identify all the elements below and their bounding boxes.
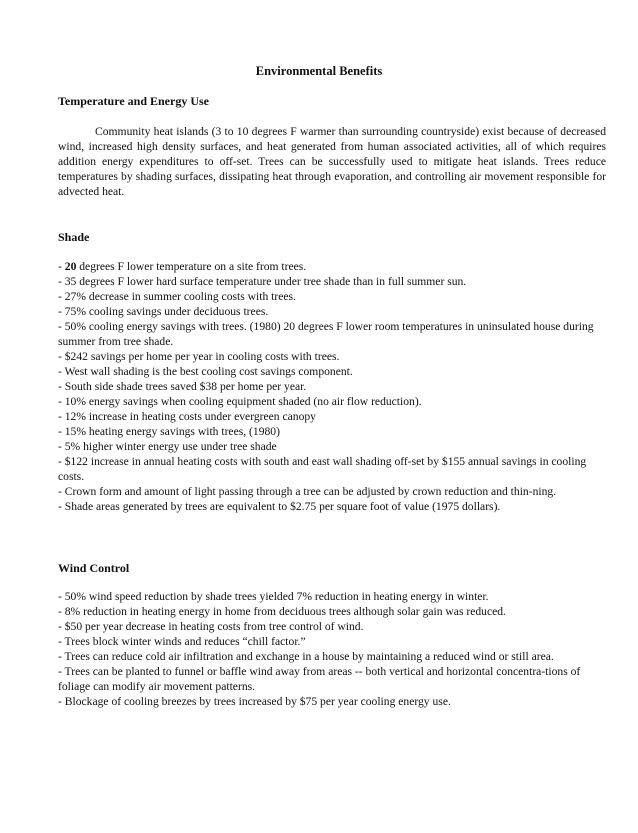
list-item: - West wall shading is the best cooling cost savings component. — [58, 365, 353, 378]
list-item: - 5% higher winter energy use under tree shade — [58, 440, 277, 453]
list-item: - 8% reduction in heating energy in home from deciduous trees although solar gain was reduced. — [58, 605, 506, 618]
list-item: - 50% wind speed reduction by shade trees yielded 7% reduction in heating energy in winter. — [58, 590, 489, 603]
section-heading-temperature: Temperature and Energy Use — [58, 94, 209, 108]
page-title: Environmental Benefits — [255, 64, 383, 78]
list-item: - South side shade trees saved $38 per home per year. — [58, 380, 307, 393]
list-item: - 15% heating energy savings with trees, (1980) — [58, 425, 280, 438]
list-item: - Blockage of cooling breezes by trees increased by $75 per year cooling energy use. — [58, 695, 451, 708]
shade-list — [58, 259, 606, 514]
list-item: - Trees can reduce cold air infiltration and exchange in a house by maintaining a reduced wind or still area. — [58, 650, 554, 663]
list-item: - Trees can be planted to funnel or baffle wind away from areas -- both vertical and horizontal concentra-tions of foliage can modify air movement patterns. — [58, 665, 581, 693]
temperature-paragraph-text: Community heat islands (3 to 10 degrees F warmer than surrounding countryside) exist because of decreased wind, increased high density surfaces, and heat generated from human associated activities, all of which requires addition energy expenditures to off-set. Trees can be successfully used to mitigate heat islands. Trees reduce temperatures by shading surfaces, dissipating heat through evaporation, and controlling air movement responsible for advected heat. — [58, 125, 606, 198]
list-item: - 35 degrees F lower hard surface temperature under tree shade than in full summer sun. — [58, 275, 467, 288]
section-heading-wind: Wind Control — [58, 561, 130, 575]
list-item: - 27% decrease in summer cooling costs with trees. — [58, 290, 296, 303]
list-item-bold-value: 20 — [64, 260, 77, 273]
list-item: - 75% cooling savings under deciduous trees. — [58, 305, 269, 318]
list-item: - $242 savings per home per year in cooling costs with trees. — [58, 350, 340, 363]
wind-list — [58, 589, 606, 709]
temperature-paragraph — [58, 124, 606, 199]
list-item: - 10% energy savings when cooling equipment shaded (no air flow reduction). — [58, 395, 422, 408]
list-item: - 50% cooling energy savings with trees. (1980) 20 degrees F lower room temperatures in uninsulated house during summer from tree shade. — [58, 320, 594, 348]
list-item: - $122 increase in annual heating costs with south and east wall shading off-set by $155 annual savings in cooling costs. — [58, 455, 587, 483]
section-heading-shade: Shade — [58, 230, 90, 244]
list-item: - Trees block winter winds and reduces “chill factor.” — [58, 635, 306, 648]
list-item: - Crown form and amount of light passing through a tree can be adjusted by crown reduction and thin-ning. — [58, 485, 557, 498]
list-item: - 12% increase in heating costs under evergreen canopy — [58, 410, 316, 423]
list-item: - $50 per year decrease in heating costs from tree control of wind. — [58, 620, 364, 633]
list-item — [58, 259, 606, 274]
list-item: - Shade areas generated by trees are equivalent to $2.75 per square foot of value (1975 dollars). — [58, 500, 501, 513]
list-item-prefix: - — [58, 260, 65, 273]
list-item-text: degrees F lower temperature on a site from trees. — [76, 260, 307, 273]
